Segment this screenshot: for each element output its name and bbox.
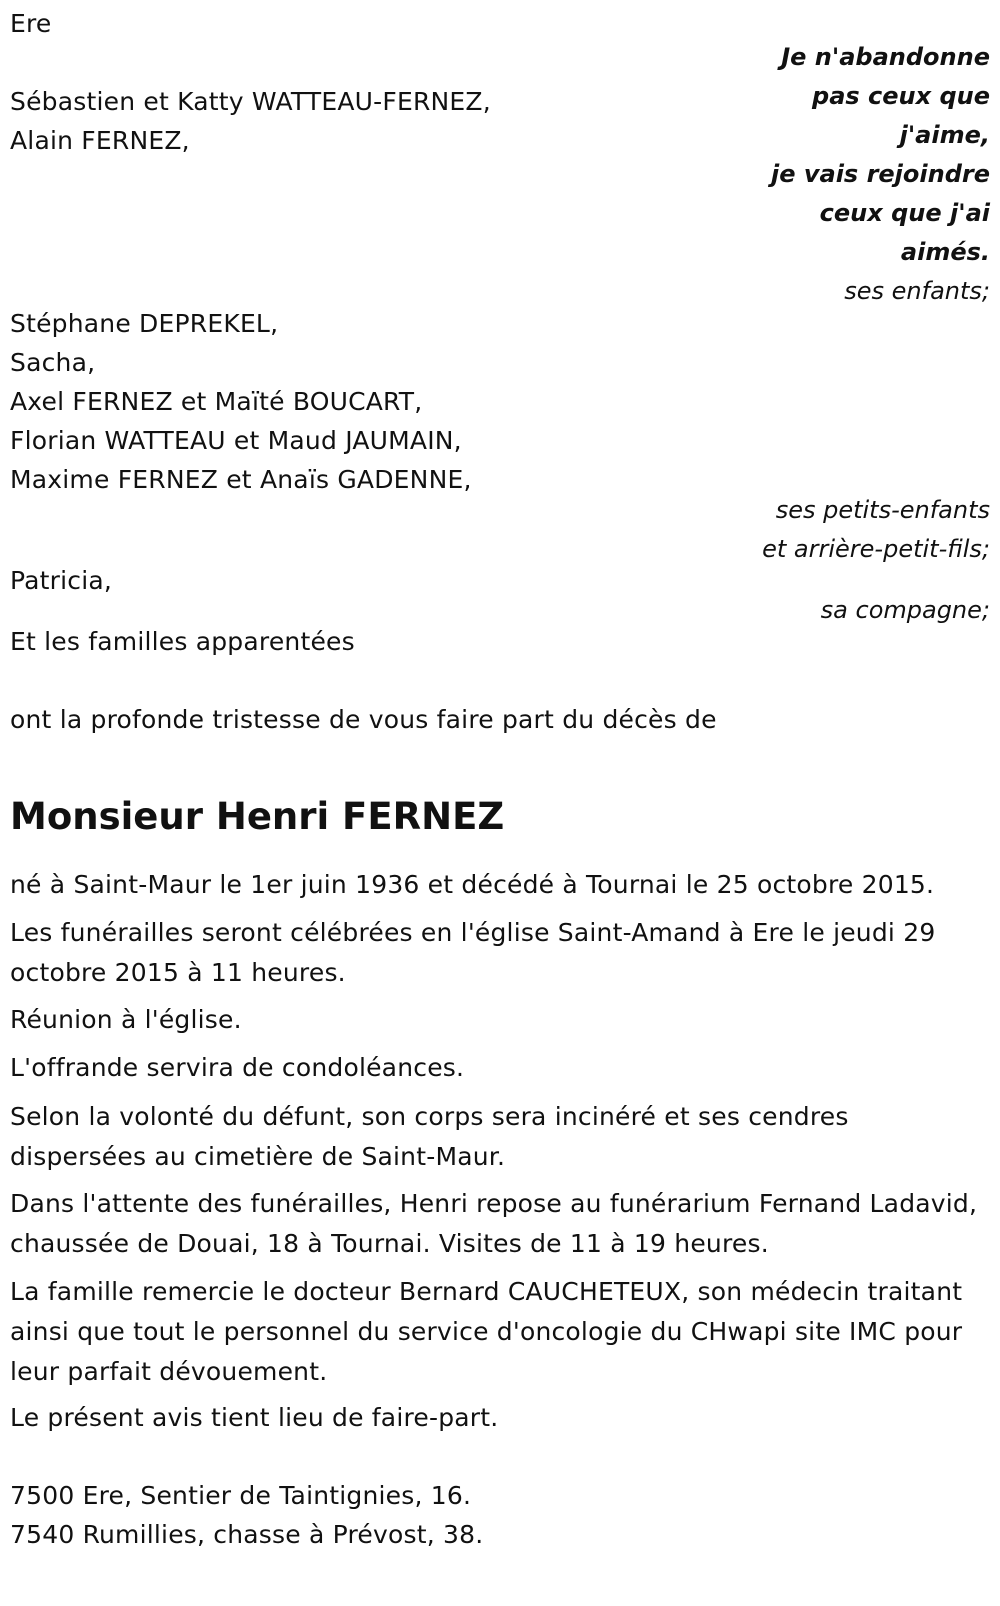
notice-text: Le présent avis tient lieu de faire-part. [10, 1403, 499, 1432]
cremation-text: Selon la volonté du défunt, son corps sera incinéré et ses cendres dispersées au cimetière de Saint-Maur. [10, 1102, 849, 1171]
grandchildren-role-continued: et arrière-petit-fils; [762, 535, 990, 563]
grandchild-name: Axel FERNEZ et Maïté BOUCART, [10, 387, 423, 416]
poem-quote [771, 38, 990, 272]
offering-text: L'offrande servira de condoléances. [10, 1053, 465, 1082]
poem-line: je vais rejoindre [771, 160, 990, 188]
poem-line: Je n'abandonne [781, 43, 990, 71]
grandchild-name: Maxime FERNEZ et Anaïs GADENNE, [10, 465, 472, 494]
funeral-text: Les funérailles seront célébrées en l'église Saint-Amand à Ere le jeudi 29 octobre 2015 à 11 heures. [10, 918, 936, 987]
poem-line: pas ceux que [812, 82, 990, 110]
address-line: 7500 Ere, Sentier de Taintignies, 16. [10, 1481, 472, 1510]
deceased-name: Monsieur Henri FERNEZ [10, 795, 505, 838]
companion-role: sa compagne; [820, 596, 990, 624]
intro-line: ont la profonde tristesse de vous faire part du décès de [10, 705, 717, 734]
grandchild-name: Sacha, [10, 348, 96, 377]
companion-name: Patricia, [10, 566, 113, 595]
birth-death-text: né à Saint-Maur le 1er juin 1936 et décédé à Tournai le 25 octobre 2015. [10, 870, 935, 899]
meeting-text: Réunion à l'église. [10, 1005, 242, 1034]
poem-line: aimés. [900, 238, 990, 266]
families-line: Et les familles apparentées [10, 627, 355, 656]
grandchild-name: Stéphane DEPREKEL, [10, 309, 279, 338]
child-name: Alain FERNEZ, [10, 126, 190, 155]
poem-line: ceux que j'ai [819, 199, 990, 227]
grandchild-name: Florian WATTEAU et Maud JAUMAIN, [10, 426, 462, 455]
thanks-text: La famille remercie le docteur Bernard CAUCHETEUX, son médecin traitant ainsi que tout le personnel du service d'oncologie du CHwapi site IMC pour leur parfait dévouement. [10, 1277, 963, 1386]
child-name: Sébastien et Katty WATTEAU-FERNEZ, [10, 87, 491, 116]
address-line: 7540 Rumillies, chasse à Prévost, 38. [10, 1520, 484, 1549]
poem-line: j'aime, [899, 121, 990, 149]
town-header: Ere [10, 9, 52, 38]
repose-text: Dans l'attente des funérailles, Henri repose au funérarium Fernand Ladavid, chaussée de Douai, 18 à Tournai. Visites de 11 à 19 heures. [10, 1189, 978, 1258]
children-role: ses enfants; [844, 277, 990, 305]
grandchildren-role: ses petits-enfants [775, 496, 990, 524]
